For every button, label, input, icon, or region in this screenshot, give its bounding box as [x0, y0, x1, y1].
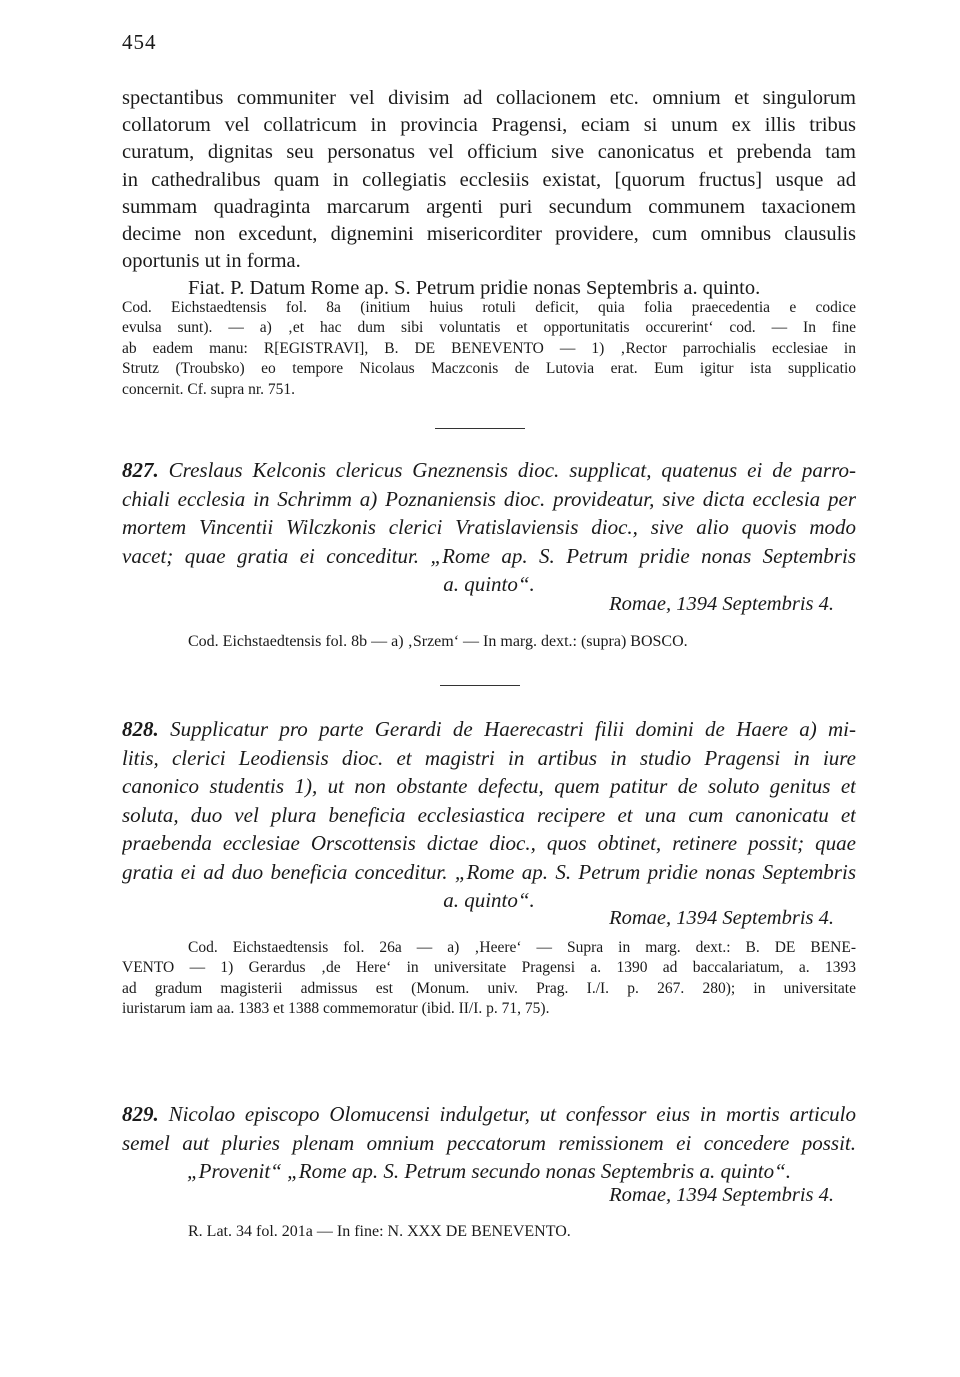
text-line: summam quadraginta marcarum argenti puri secundum communem taxacionem	[122, 195, 856, 218]
entry-line: praebenda ecclesiae Orscottensis dictae dioc., quos obtinet, retinere possit; quae	[122, 831, 856, 855]
entry-text: Supplicatur pro parte Gerardi de Haerecastri filii domini de Haere a) mi-	[170, 717, 856, 741]
note-line: Cod. Eichstaedtensis fol. 26a — a) ‚Heere‘ — Supra in marg. dext.: B. DE BENE-	[188, 939, 856, 956]
entry-number: 828.	[122, 717, 159, 741]
entry-note	[188, 1222, 856, 1242]
entry-date: Romae, 1394 Septembris 4.	[609, 907, 834, 929]
entry-line: canonico studentis 1), ut non obstante defectu, quem patitur de soluto genitus et	[122, 774, 856, 798]
entry-text: Nicolao episcopo Olomucensi indulgetur, ut confessor eius in mortis articulo	[168, 1102, 856, 1126]
text-line: spectantibus communiter vel divisim ad collacionem etc. omnium et singulorum	[122, 87, 856, 109]
note-line: iuristarum iam aa. 1383 et 1388 commemoratur (ibid. II/I. p. 71, 75).	[122, 1000, 550, 1018]
note-line: R. Lat. 34 fol. 201a — In fine: N. XXX DE BENEVENTO.	[188, 1223, 571, 1240]
entry-date: Romae, 1394 Septembris 4.	[609, 1184, 834, 1206]
entry-line: gratia ei ad duo beneficia conceditur. „Rome ap. S. Petrum pridie nonas Septembris	[122, 859, 856, 884]
continuation-notes	[122, 298, 856, 400]
note-line: Cod. Eichstaedtensis fol. 8a (initium huius rotuli deficit, quia folia praecedentia e codice	[122, 299, 856, 316]
note-line: ab eadem manu: R[EGISTRAVI], B. DE BENEVENTO — 1) ‚Rector parrochialis ecclesiae in	[122, 339, 856, 357]
note-line: Cod. Eichstaedtensis fol. 8b — a) ‚Srzem‘ — In marg. dext.: (supra) BOSCO.	[188, 633, 688, 650]
text-line: collatorum vel collatricum in provincia Pragensi, eciam si unum ex illis tribus	[122, 114, 856, 137]
entry-text: Creslaus Kelconis clericus Gneznensis dioc. supplicat, quatenus ei de parro-	[168, 458, 856, 482]
entry-notes	[122, 938, 856, 1020]
entry-829	[122, 1100, 856, 1186]
entry-line: vacet; quae gratia ei conceditur. „Rome ap. S. Petrum pridie nonas Septembris	[122, 543, 856, 568]
entry-line-first	[122, 715, 856, 744]
entry-line: semel aut pluries plenam omnium peccatorum remissionem ei concedere possit.	[122, 1130, 856, 1155]
entry-line: chiali ecclesia in Schrimm a) Poznaniensis dioc. provideatur, sive dicta ecclesia per	[122, 486, 856, 511]
note-line: Strutz (Troubsko) eo tempore Nicolaus Maczconis de Lutovia erat. Eum igitur ista supplicatio	[122, 360, 856, 378]
entry-line: soluta, duo vel plura beneficia ecclesiastica recipere et una cum canonicatu et	[122, 802, 856, 827]
note-line: evulsa sunt). — a) ‚et hac dum sibi voluntatis et opportunitatis occurerint‘ cod. — In fine	[122, 319, 856, 337]
section-divider	[440, 685, 520, 686]
entry-line: litis, clerici Leodiensis dioc. et magistri in artibus in studio Pragensi in iure	[122, 745, 856, 770]
entry-date: Romae, 1394 Septembris 4.	[609, 593, 834, 615]
entry-number: 827.	[122, 458, 159, 482]
page-number: 454	[122, 30, 157, 54]
note-line: concernit. Cf. supra nr. 751.	[122, 380, 296, 398]
continuation-paragraph	[122, 85, 856, 303]
text-line: oportunis ut in forma.	[122, 250, 301, 273]
entry-line-first	[122, 1100, 856, 1129]
entry-line-centered: a. quinto“.	[443, 888, 535, 912]
text-line: in cathedralibus quam in collegiatis ecclesiis existat, [quorum fructus] usque ad	[122, 168, 856, 191]
section-divider	[435, 428, 525, 429]
entry-number: 829.	[122, 1102, 159, 1126]
entry-note	[188, 632, 856, 652]
entry-line: mortem Vincentii Wilczkonis clerici Vratislaviensis dioc., sive alio quovis modo	[122, 515, 856, 539]
text-line: curatum, dignitas seu personatus vel officium sive canonicatus et prebenda tam	[122, 141, 856, 164]
fiat-line: Fiat. P. Datum Rome ap. S. Petrum pridie nonas Septembris a. quinto.	[188, 277, 761, 300]
entry-line-centered: a. quinto“.	[443, 572, 535, 596]
entry-line-centered: „Provenit“ „Rome ap. S. Petrum secundo nonas Septembris a. quinto“.	[186, 1159, 792, 1183]
note-line: ad gradum magisterii admissus est (Monum. univ. Prag. I./I. p. 267. 280); in universitate	[122, 979, 856, 997]
text-line: decime non excedunt, dignemini misericorditer providere, cum omnibus clausulis	[122, 222, 856, 245]
entry-827	[122, 456, 856, 599]
note-line: VENTO — 1) Gerardus ‚de Here‘ in universitate Pragensi a. 1390 ad baccalariatum, a. 1393	[122, 959, 856, 977]
entry-line-first	[122, 456, 856, 485]
entry-828	[122, 715, 856, 915]
